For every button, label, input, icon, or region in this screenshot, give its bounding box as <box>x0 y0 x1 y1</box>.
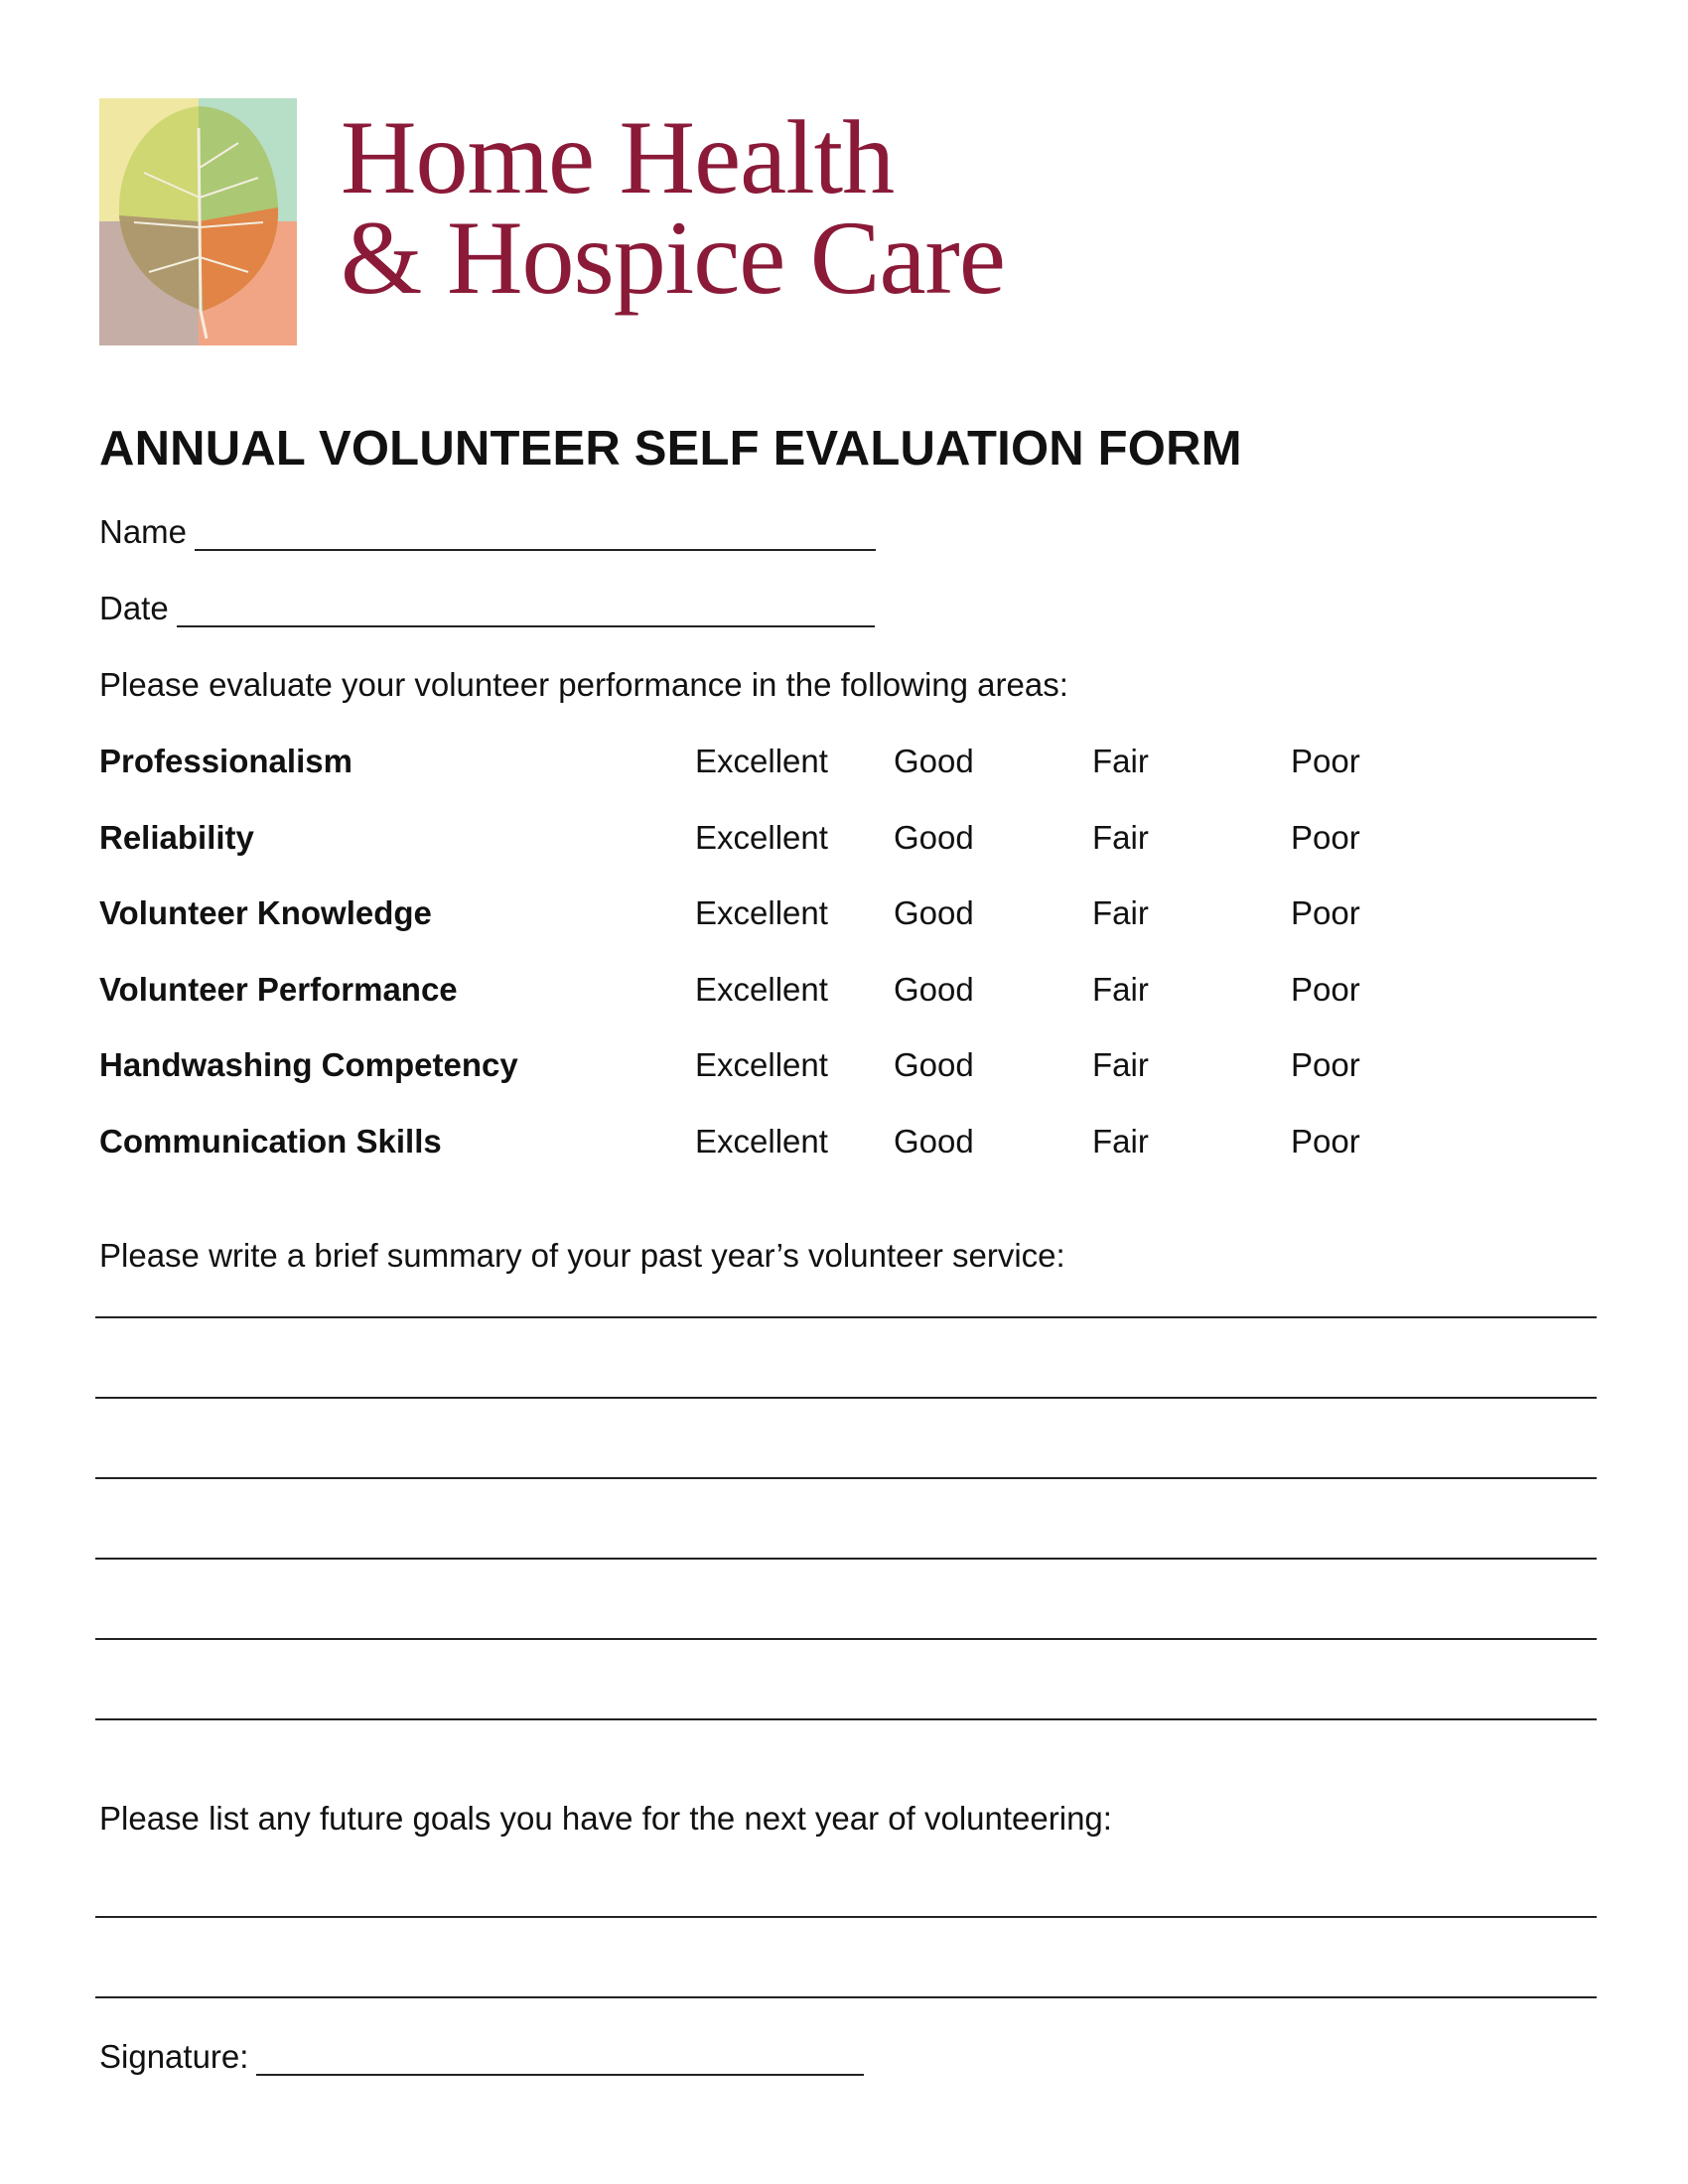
summary-line[interactable] <box>95 1477 1597 1479</box>
rating-option-excellent[interactable]: Excellent <box>695 1046 828 1084</box>
rating-option-fair[interactable]: Fair <box>1092 970 1149 1008</box>
goals-line[interactable] <box>95 1996 1597 1998</box>
rating-option-poor[interactable]: Poor <box>1291 1123 1360 1160</box>
rating-option-excellent[interactable]: Excellent <box>695 743 828 779</box>
rating-option-good[interactable]: Good <box>894 894 974 932</box>
evaluate-prompt: Please evaluate your volunteer performance in the following areas: <box>99 666 1068 703</box>
rating-option-poor[interactable]: Poor <box>1291 894 1360 932</box>
rating-option-poor[interactable]: Poor <box>1291 743 1360 779</box>
category-label: Handwashing Competency <box>99 1046 518 1084</box>
rating-option-poor[interactable]: Poor <box>1291 970 1360 1008</box>
rating-row <box>99 894 1390 938</box>
date-line[interactable] <box>177 596 875 627</box>
summary-line[interactable] <box>95 1316 1597 1318</box>
signature-line[interactable] <box>256 2044 864 2076</box>
rating-option-excellent[interactable]: Excellent <box>695 1123 828 1160</box>
date-label: Date <box>99 590 169 626</box>
rating-option-good[interactable]: Good <box>894 1123 974 1160</box>
category-label: Volunteer Knowledge <box>99 894 432 932</box>
goals-line[interactable] <box>95 1916 1597 1918</box>
signature-label: Signature: <box>99 2038 249 2075</box>
category-label: Reliability <box>99 818 254 856</box>
logo-leaf-icon <box>99 98 297 345</box>
summary-line[interactable] <box>95 1718 1597 1720</box>
rating-option-poor[interactable]: Poor <box>1291 1046 1360 1084</box>
rating-option-good[interactable]: Good <box>894 1046 974 1084</box>
summary-line[interactable] <box>95 1638 1597 1640</box>
rating-option-excellent[interactable]: Excellent <box>695 818 828 856</box>
name-line[interactable] <box>195 519 876 551</box>
name-field[interactable] <box>99 513 876 551</box>
date-field[interactable] <box>99 590 875 627</box>
summary-line[interactable] <box>95 1558 1597 1560</box>
rating-option-fair[interactable]: Fair <box>1092 1046 1149 1084</box>
rating-option-excellent[interactable]: Excellent <box>695 894 828 932</box>
rating-option-excellent[interactable]: Excellent <box>695 970 828 1008</box>
category-label: Professionalism <box>99 743 352 779</box>
rating-row <box>99 1046 1390 1090</box>
rating-row <box>99 971 1390 1015</box>
rating-row <box>99 743 1390 786</box>
rating-option-poor[interactable]: Poor <box>1291 818 1360 856</box>
rating-option-fair[interactable]: Fair <box>1092 1123 1149 1160</box>
page-title: ANNUAL VOLUNTEER SELF EVALUATION FORM <box>99 422 1242 476</box>
summary-prompt: Please write a brief summary of your past year’s volunteer service: <box>99 1237 1065 1274</box>
logo-wordmark <box>341 99 1005 316</box>
name-label: Name <box>99 513 188 550</box>
signature-field[interactable] <box>99 2038 864 2076</box>
category-label: Volunteer Performance <box>99 970 458 1008</box>
rating-option-fair[interactable]: Fair <box>1092 818 1149 856</box>
goals-prompt: Please list any future goals you have for the next year of volunteering: <box>99 1800 1112 1837</box>
category-label: Communication Skills <box>99 1123 442 1160</box>
rating-option-good[interactable]: Good <box>894 818 974 856</box>
rating-option-good[interactable]: Good <box>894 970 974 1008</box>
rating-option-fair[interactable]: Fair <box>1092 894 1149 932</box>
rating-option-good[interactable]: Good <box>894 743 974 779</box>
logo-line-1: Home Health <box>341 99 895 215</box>
rating-row <box>99 819 1390 863</box>
rating-row <box>99 1123 1390 1166</box>
logo-line-2: & Hospice Care <box>341 200 1005 316</box>
summary-line[interactable] <box>95 1397 1597 1399</box>
rating-option-fair[interactable]: Fair <box>1092 743 1149 779</box>
